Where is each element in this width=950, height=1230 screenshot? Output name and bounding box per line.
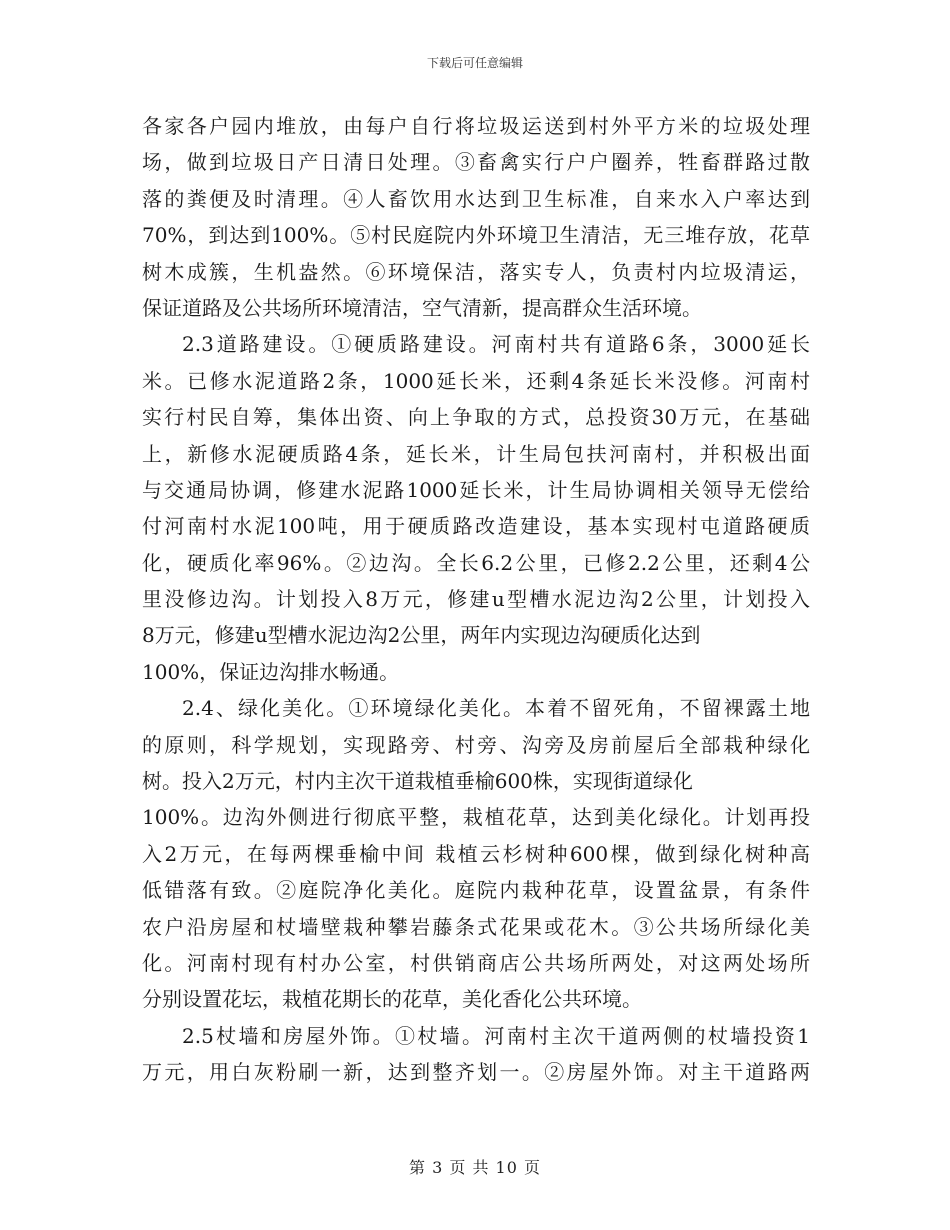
- text-line: 与交通局协调，修建水泥路1000延长米，计生局协调相关领导无偿给: [142, 477, 810, 502]
- text-line: 化。河南村现有村办公室，村供销商店公共场所两处，对这两处场所: [142, 950, 810, 975]
- text-line: 各家各户园内堆放，由每户自行将垃圾运送到村外平方米的垃圾处理: [142, 114, 810, 138]
- text-line: 化，硬质化率96%。②边沟。全长6.2公里，已修2.2公里，还剩4公: [142, 550, 810, 575]
- page-footer: 第 3 页 共 10 页: [409, 1158, 541, 1177]
- section-heading-line: 2.5杖墙和房屋外饰。①杖墙。河南村主次干道两侧的杖墙投资1: [182, 1023, 810, 1048]
- text-line: 8万元，修建u型槽水泥边沟2公里，两年内实现边沟硬质化达到: [142, 623, 701, 648]
- section-heading-line: 2.4、绿化美化。①环境绿化美化。本着不留死角，不留裸露土地: [182, 696, 810, 721]
- text-line: 农户沿房屋和杖墙壁栽种攀岩藤条式花果或花木。③公共场所绿化美: [142, 914, 810, 939]
- text-line: 树。投入2万元，村内主次干道栽植垂榆600株，实现街道绿化: [142, 769, 693, 794]
- text-line: 付河南村水泥100吨，用于硬质路改造建设，基本实现村屯道路硬质: [142, 514, 810, 539]
- text-line: 里没修边沟。计划投入8万元，修建u型槽水泥边沟2公里，计划投入: [142, 587, 810, 612]
- text-line: 树木成簇，生机盎然。⑥环境保洁，落实专人，负责村内垃圾清运，: [142, 259, 810, 284]
- text-line: 落的粪便及时清理。④人畜饮用水达到卫生标准，自来水入户率达到: [142, 186, 810, 211]
- text-line: 分别设置花坛，栽植花期长的花草，美化香化公共环境。: [142, 987, 642, 1012]
- page-header: 下载后可任意编辑: [426, 56, 523, 70]
- text-line: 100%，保证边沟排水畅通。: [142, 659, 400, 684]
- text-line: 保证道路及公共场所环境清洁，空气清新，提高群众生活环境。: [142, 295, 702, 320]
- text-line: 70%，到达到100%。⑤村民庭院内外环境卫生清洁，无三堆存放，花草: [142, 223, 810, 248]
- section-heading-line: 2.3道路建设。①硬质路建设。河南村共有道路6条，3000延长: [182, 332, 810, 357]
- text-line: 上，新修水泥硬质路4条，延长米，计生局包扶河南村，并积极出面: [142, 441, 810, 466]
- text-line: 的原则，科学规划，实现路旁、村旁、沟旁及房前屋后全部栽种绿化: [142, 732, 810, 757]
- text-line: 万元，用白灰粉刷一新，达到整齐划一。②房屋外饰。对主干道路两: [142, 1060, 810, 1085]
- text-line: 入2万元，在每两棵垂榆中间 栽植云杉树种600棵，做到绿化树种高: [142, 841, 810, 866]
- document-body: [142, 108, 810, 1091]
- text-line: 米。已修水泥道路2条，1000延长米，还剩4条延长米没修。河南村: [142, 368, 810, 393]
- text-line: 低错落有致。②庭院净化美化。庭院内栽种花草，设置盆景，有条件: [142, 878, 810, 903]
- text-line: 场，做到垃圾日产日清日处理。③畜禽实行户户圈养，牲畜群路过散: [142, 150, 810, 175]
- text-line: 实行村民自筹，集体出资、向上争取的方式，总投资30万元，在基础: [142, 405, 810, 430]
- text-line: 100%。边沟外侧进行彻底平整，栽植花草，达到美化绿化。计划再投: [142, 805, 810, 830]
